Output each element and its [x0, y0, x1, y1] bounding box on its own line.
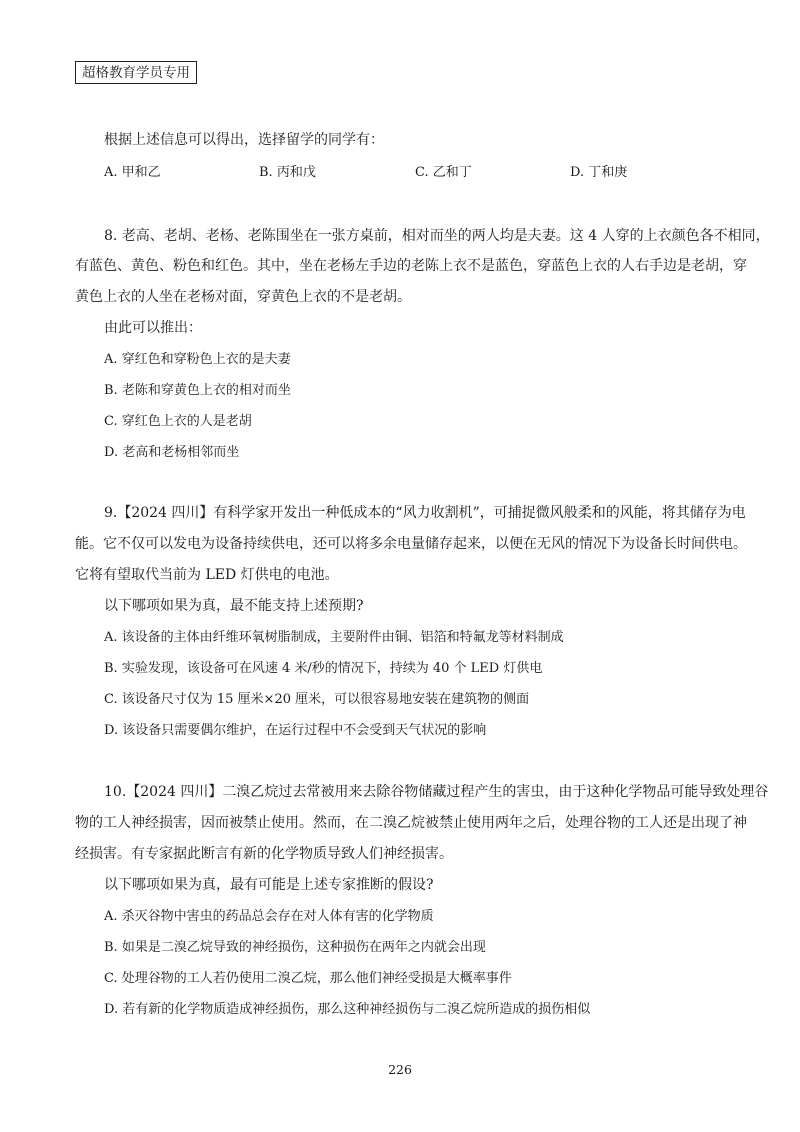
q10-option-b: B. 如果是二溴乙烷导致的神经损伤，这种损伤在两年之内就会出现: [104, 940, 486, 955]
q9-option-b: B. 实验发现，该设备可在风速 4 米/秒的情况下，持续为 40 个 LED 灯供电: [104, 661, 543, 676]
q9-option-d: D. 该设备只需要偶尔维护，在运行过程中不会受到天气状况的影响: [104, 723, 487, 738]
intro-option-d: D. 丁和庚: [570, 165, 628, 180]
intro-line: 根据上述信息可以得出，选择留学的同学有：: [104, 132, 384, 148]
q8-prompt: 由此可以推出：: [104, 320, 202, 336]
intro-options: [104, 164, 724, 181]
q9-line-2: 能。它不仅可以发电为设备持续供电，还可以将多余电量储存起来，以便在无风的情况下为设备长时间供电。: [75, 536, 747, 552]
intro-option-c: C. 乙和丁: [415, 165, 472, 180]
intro-option-b: B. 丙和戊: [259, 165, 316, 180]
q8-option-b: B. 老陈和穿黄色上衣的相对而坐: [104, 383, 291, 398]
q8-option-d: D. 老高和老杨相邻而坐: [104, 445, 240, 460]
q10-option-a: A. 杀灭谷物中害虫的药品总会存在对人体有害的化学物质: [104, 909, 434, 924]
page-number: 226: [388, 1062, 412, 1077]
q9-line-1: 9.【2024 四川】有科学家开发出一种低成本的“风力收割机”，可捕捉微风般柔和的风能，将其储存为电: [104, 505, 746, 521]
intro-option-a: A. 甲和乙: [104, 165, 161, 180]
q9-prompt: 以下哪项如果为真，最不能支持上述预期?: [104, 598, 364, 614]
q10-prompt: 以下哪项如果为真，最有可能是上述专家推断的假设?: [104, 877, 434, 893]
q8-line-2: 有蓝色、黄色、粉色和红色。其中，坐在老杨左手边的老陈上衣不是蓝色，穿蓝色上衣的人右手边是老胡，穿: [75, 258, 747, 274]
q10-line-1: 10.【2024 四川】二溴乙烷过去常被用来去除谷物储藏过程产生的害虫，由于这种化学物品可能导致处理谷: [104, 784, 769, 800]
usage-stamp: 超格教育学员专用: [75, 61, 197, 84]
q8-option-c: C. 穿红色上衣的人是老胡: [104, 414, 252, 429]
q8-line-3: 黄色上衣的人坐在老杨对面，穿黄色上衣的不是老胡。: [75, 289, 411, 305]
q9-line-3: 它将有望取代当前为 LED 灯供电的电池。: [75, 567, 339, 583]
q8-line-1: 8. 老高、老胡、老杨、老陈围坐在一张方桌前，相对而坐的两人均是夫妻。这 4 人穿的上衣颜色各不相同，: [104, 228, 770, 244]
q10-line-3: 经损害。有专家据此断言有新的化学物质导致人们神经损害。: [75, 846, 453, 862]
q10-option-c: C. 处理谷物的工人若仍使用二溴乙烷，那么他们神经受损是大概率事件: [104, 971, 512, 986]
q9-option-c: C. 该设备尺寸仅为 15 厘米×20 厘米，可以很容易地安装在建筑物的侧面: [104, 692, 530, 707]
q9-option-a: A. 该设备的主体由纤维环氧树脂制成，主要附件由铜、铝箔和特氟龙等材料制成: [104, 630, 564, 645]
q10-option-d: D. 若有新的化学物质造成神经损伤，那么这种神经损伤与二溴乙烷所造成的损伤相似: [104, 1002, 591, 1017]
q8-option-a: A. 穿红色和穿粉色上衣的是夫妻: [104, 352, 291, 367]
q10-line-2: 物的工人神经损害，因而被禁止使用。然而，在二溴乙烷被禁止使用两年之后，处理谷物的工人还是出现了神: [75, 815, 747, 831]
